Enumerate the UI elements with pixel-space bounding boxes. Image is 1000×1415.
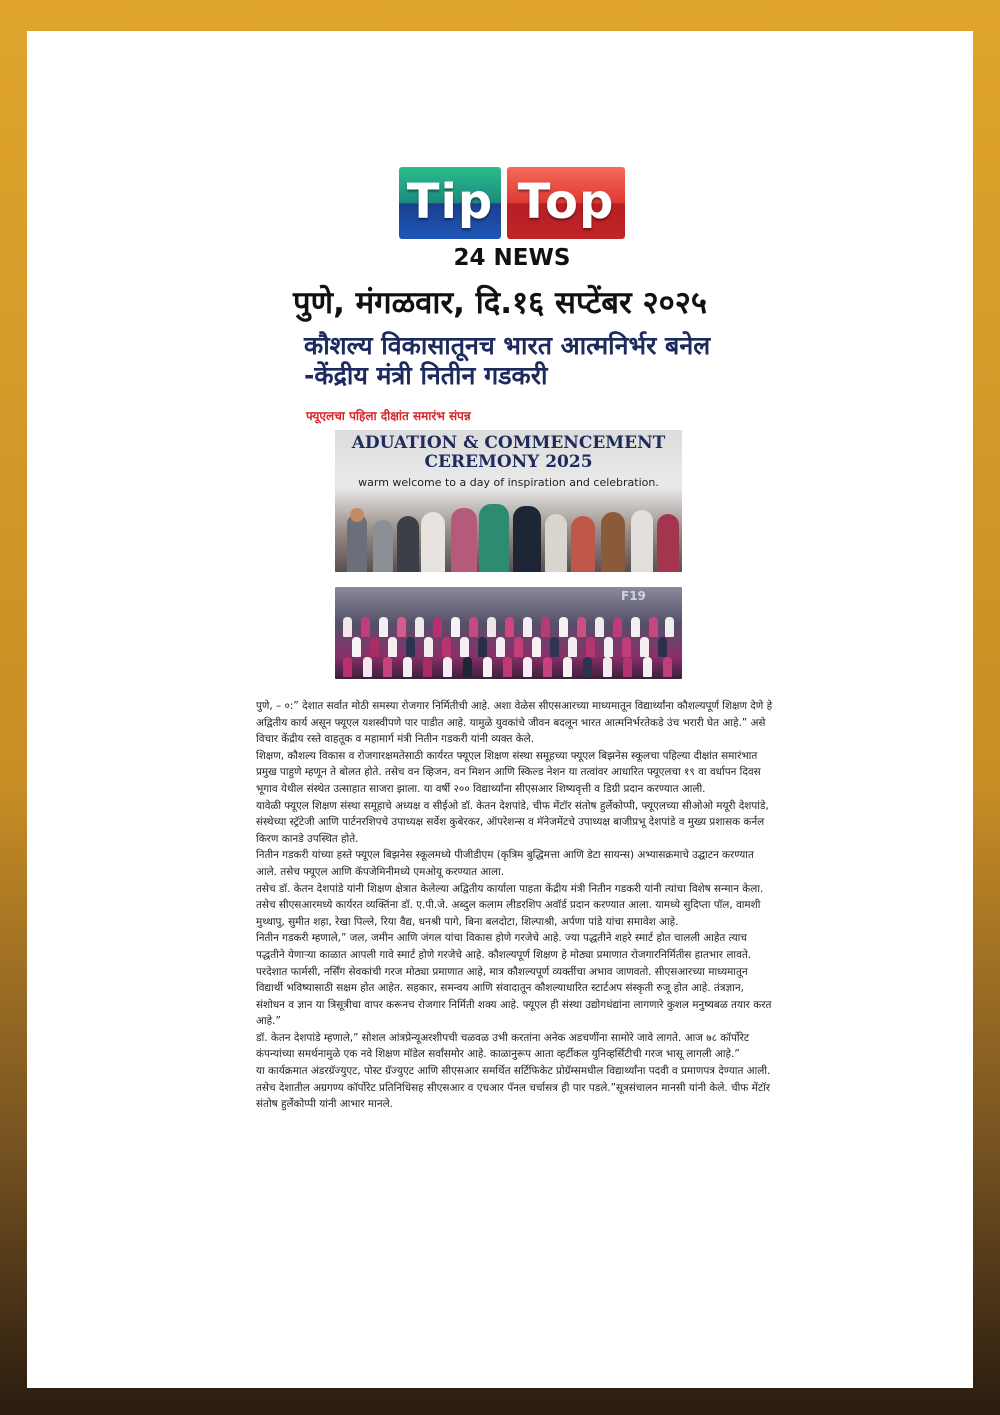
graduate-figure (363, 657, 372, 677)
graduate-figure (663, 657, 672, 677)
graduate-figure (503, 657, 512, 677)
graduate-figure (487, 617, 496, 637)
dateline: पुणे, मंगळवार, दि.१६ सप्टेंबर २०२५ (293, 285, 707, 321)
graduate-figure (397, 617, 406, 637)
graduate-figure (403, 657, 412, 677)
graduates-row-back (343, 617, 674, 635)
graduate-figure (583, 657, 592, 677)
logo-subtitle: 24 NEWS (453, 245, 571, 271)
graduate-figure (595, 617, 604, 637)
person-figure (373, 520, 393, 572)
person-head (350, 508, 364, 522)
graduate-figure (483, 657, 492, 677)
graduate-figure (622, 637, 631, 657)
graduate-figure (388, 637, 397, 657)
logo-top-text: Top (517, 174, 615, 230)
graduate-figure (613, 617, 622, 637)
subheadline: फ्यूएलचा पहिला दीक्षांत समारंभ संपन्न (306, 409, 471, 423)
graduate-figure (563, 657, 572, 677)
graduate-figure (343, 617, 352, 637)
graduate-figure (658, 637, 667, 657)
graduate-figure (496, 637, 505, 657)
graduates-group-photo (335, 587, 682, 679)
graduate-figure (640, 637, 649, 657)
graduate-figure (460, 637, 469, 657)
graduate-figure (643, 657, 652, 677)
graduate-figure (478, 637, 487, 657)
article-paragraph: यावेळी फ्यूएल शिक्षण संस्था समूहाचे अध्यक्ष व सीईओ डॉ. केतन देशपांडे, चीफ मेंटॉर संतोष हुर्लेकोप्पी, फ्यूएलच्या सीओओ मयूरी देशपांडे, संस्थेच्या स्ट्रॅटेजी आणि पार्टनरशिपचे उपाध्यक्ष सर्वेश कुबेरकर, ऑपरेशन्स व मॅनेजमेंटचे उपाध्यक्ष बाजीप्रभू देशपांडे व मुख्य प्रशासक कर्नल किरण कानडे उपस्थित होते. (256, 799, 769, 845)
article-paragraph: नितीन गडकरी म्हणाले,” जल, जमीन आणि जंगल यांचा विकास होणे गरजेचे आहे. ज्या पद्धतीने शहरे स्मार्ट होत चालली आहेत त्याच पद्धतीने येणाऱ्या काळात आपली गावे स्मार्ट होणे गरजेचे आहे. कौशल्यपूर्ण शिक्षण हे मोठ्या प्रमाणात रोजगारनिर्मितीस हातभार लावते. परदेशात फार्मसी, नर्सिंग सेवकांची गरज मोठ्या प्रमाणात आहे, मात्र कौशल्यपूर्ण व्यक्तींचा अभाव जाणवतो. सीएसआरच्या माध्यमातून विद्यार्थी भविष्यासाठी सक्षम होत आहेत. सहकार, समन्वय आणि संवादातून कौशल्याधारित स्टार्टअप संस्कृती रुजू होत आहे. तंत्रज्ञान, संशोधन व ज्ञान या त्रिसूत्रीचा वापर करूनच रोजगार निर्मिती शक्य आहे. फ्यूएल ही संस्था उद्योगधंद्यांना लागणारे कुशल मनुष्यबळ तयार करत आहे.” (256, 932, 772, 1028)
logo-tip-box (399, 167, 501, 239)
graduate-figure (505, 617, 514, 637)
graduate-figure (469, 617, 478, 637)
graduate-figure (577, 617, 586, 637)
graduate-figure (463, 657, 472, 677)
graduates-row-middle (343, 637, 674, 655)
graduate-figure (649, 617, 658, 637)
article-paragraph: शिक्षण, कौशल्य विकास व रोजगारक्षमतेसाठी कार्यरत फ्यूएल शिक्षण संस्था समूहच्या फ्यूएल बिझनेस स्कूलचा पहिल्या दीक्षांत समारंभात प्रमुख पाहुणे म्हणून ते बोलत होते. तसेच वन व्हिजन, वन मिशन आणि स्किल्ड नेशन या तत्वांवर आधारित फ्यूएलचा १९ वा वर्धापन दिवस भूगाव येथील संस्थेत उत्साहात साजरा झाला. या वर्षी २०० विद्यार्थ्यांना सीएसआर शिष्यवृत्ती व डिग्री प्रदान करण्यात आली. (256, 749, 761, 795)
person-figure (421, 512, 445, 572)
ceremony-banner-title: ADUATION & COMMENCEMENT CEREMONY 2025 (351, 433, 666, 472)
graduate-figure (541, 617, 550, 637)
graduate-figure (442, 637, 451, 657)
graduate-figure (523, 657, 532, 677)
article-paragraph: नितीन गडकरी यांच्या हस्ते फ्यूएल बिझनेस स्कूलमध्ये पीजीडीएम (कृत्रिम बुद्धिमत्ता आणि डेटा सायन्स) अभ्यासक्रमाचे उद्घाटन करण्यात आले. तसेच फ्यूएल आणि कॅपजेमिनीमध्ये एमओयू करण्यात आला. (256, 849, 754, 878)
article-paragraph: या कार्यक्रमात अंडरग्रॅज्युएट, पोस्ट ग्रॅज्युएट आणि सीएसआर समर्थित सर्टिफिकेट प्रोग्रॅम्समधील विद्यार्थ्यांना पदवी व प्रमाणपत्र देण्यात आली. तसेच देशातील अग्रगण्य कॉर्पोरेट प्रतिनिधिसह सीएसआर व एचआर पॅनल चर्चासत्र ही पार पडले.”सूत्रसंचालन मानसी यांनी केले. चीफ मेंटॉर संतोष हुर्लेकोप्पी यांनी आभार मानले. (256, 1065, 771, 1111)
graduate-figure (604, 637, 613, 657)
graduate-figure (451, 617, 460, 637)
graduate-figure (559, 617, 568, 637)
tiptop-logo (399, 167, 625, 271)
graduate-figure (550, 637, 559, 657)
article-paragraph: पुणे, – ०:” देशात सर्वात मोठी समस्या रोजगार निर्मितीची आहे. अशा वेळेस सीएसआरच्या माध्यमातून विद्यार्थ्यांना कौशल्यपूर्ण शिक्षण देणे हे अद्वितीय कार्य असून फ्यूएल यशस्वीपणे पार पाडीत आहे. यामुळे युवकांचे जीवन बदलून भारत आत्मनिर्भरतेकडे उंच भरारी घेत आहे.” असे विचार केंद्रीय रस्ते वाहतूक व महामार्ग मंत्री नितीन गडकरी यांनी व्यक्त केले. (256, 700, 773, 746)
graduate-figure (406, 637, 415, 657)
person-figure (631, 510, 653, 572)
person-figure (657, 514, 679, 572)
headline: कौशल्य विकासातूनच भारत आत्मनिर्भर बनेल -केंद्रीय मंत्री नितीन गडकरी (304, 331, 711, 390)
graduate-figure (443, 657, 452, 677)
graduate-figure (424, 637, 433, 657)
graduate-figure (532, 637, 541, 657)
person-figure (397, 516, 419, 572)
graduate-figure (383, 657, 392, 677)
graduate-figure (379, 617, 388, 637)
person-figure (513, 506, 541, 572)
person-figure (601, 512, 625, 572)
logo-top-box (507, 167, 625, 239)
graduate-figure (523, 617, 532, 637)
newspaper-page (27, 31, 973, 1388)
graduate-figure (514, 637, 523, 657)
graduate-figure (433, 617, 442, 637)
graduate-figure (586, 637, 595, 657)
graduate-figure (568, 637, 577, 657)
graduate-figure (370, 637, 379, 657)
graduate-figure (543, 657, 552, 677)
graduate-figure (623, 657, 632, 677)
article-body (256, 698, 774, 1113)
graduate-figure (665, 617, 674, 637)
stage-screen-label: F19 (621, 589, 646, 603)
article-paragraph: डॉ. केतन देशपांडे म्हणाले,” सोशल आंत्रप्रेन्यूअरशीपची चळवळ उभी करतांना अनेक अडचणींना सामोरे जावे लागते. आज ७८ कॉर्पोरेट कंपन्यांच्या समर्थनामुळे एक नवे शिक्षण मॉडेल सर्वांसमोर आहे. काळानुरूप आता व्हर्टीकल युनिव्हर्सिटीची गरज भासू लागली आहे.” (256, 1031, 750, 1061)
person-figure (479, 504, 509, 572)
person-figure (545, 514, 567, 572)
graduate-figure (603, 657, 612, 677)
ceremony-banner-subtitle: warm welcome to a day of inspiration and celebration. (358, 476, 659, 489)
ceremony-photo-stage (335, 430, 682, 572)
graduate-figure (343, 657, 352, 677)
graduate-figure (415, 617, 424, 637)
graduate-figure (423, 657, 432, 677)
person-figure (347, 514, 367, 572)
logo-tip-text: Tip (406, 174, 494, 230)
graduates-row-front (343, 657, 674, 675)
person-figure (451, 508, 477, 572)
graduate-figure (352, 637, 361, 657)
person-figure (571, 516, 595, 572)
graduate-figure (361, 617, 370, 637)
article-paragraph: तसेच डॉ. केतन देशपांडे यांनी शिक्षण क्षेत्रात केलेल्या अद्वितीय कार्याला पाहता केंद्रीय मंत्री नितीन गडकरी यांनी त्यांचा विशेष सन्मान केला. तसेच सीएसआरमध्ये कार्यरत व्यक्तिंना डॉ. ए.पी.जे. अब्दुल कलाम लीडरशिप अवॉर्ड प्रदान करण्यात आला. यामध्ये सुदिप्ता पॉल, वामशी मुथ्थापु, सुमीत शहा, रेखा पिल्ले, रिया वैद्य, धनश्री पागे, बिना बलदोटा, शिल्पाश्री, अर्पणा पांडे यांचा समावेश आहे. (256, 882, 764, 928)
graduate-figure (631, 617, 640, 637)
